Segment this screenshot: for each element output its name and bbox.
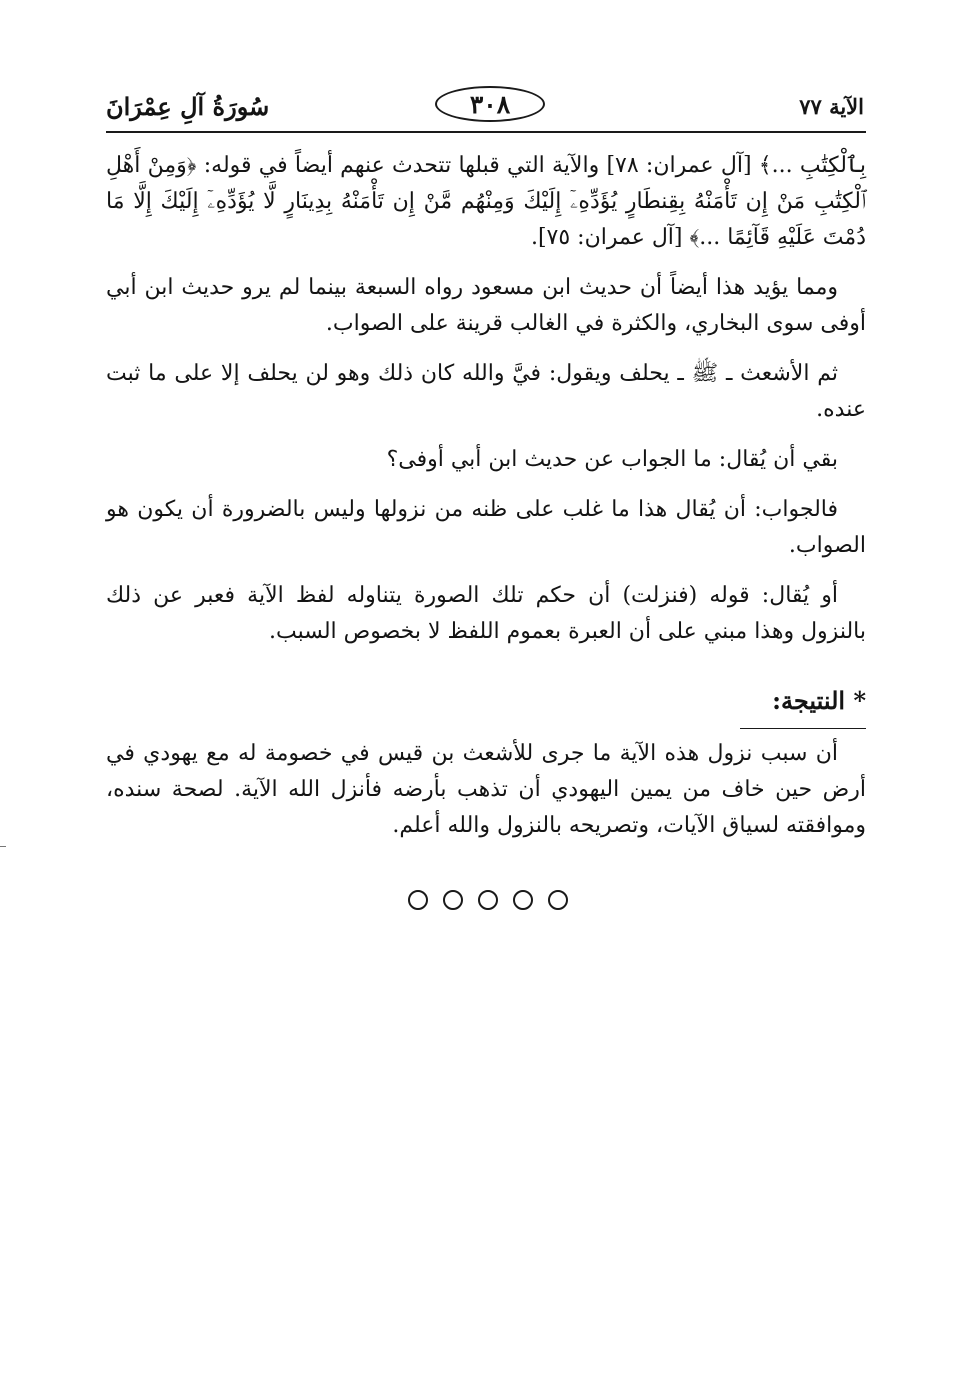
paragraph-question: بقي أن يُقال: ما الجواب عن حديث ابن أبي أوفى؟	[386, 447, 838, 472]
ayah-label: الآية ٧٧	[799, 94, 864, 119]
result-paragraph: أن سبب نزول هذه الآية ما جرى للأشعث بن قيس في خصومة له مع يهودي في أرض حين خاف من يمين اليهودي أن تذهب بأرضه فأنزل الله الآية. لصحة سنده، وموافقته لسياق الآيات، وتصريحه بالنزول والله أعلم.	[106, 741, 866, 838]
paragraph-support: ومما يؤيد هذا أيضاً أن حديث ابن مسعود رواه السبعة بينما لم يرو حديث ابن أبي أوفى سوى البخاري، والكثرة في الغالب قرينة على الصواب.	[106, 275, 866, 336]
result-heading-underline	[740, 728, 866, 729]
circle-icon	[408, 890, 428, 910]
five-circles-divider-icon	[408, 890, 568, 914]
circle-icon	[548, 890, 568, 910]
paragraph-quran-quote: بِٱلْكِتَٰبِ ...﴾ [آل عمران: ٧٨] والآية التي قبلها تتحدث عنهم أيضاً في قوله: ﴿وَمِنْ أَهْلِ ٱلْكِتَٰبِ مَنْ إِن تَأْمَنْهُ بِقِنطَارٍ يُؤَدِّهِۦٓ إِلَيْكَ وَمِنْهُم مَّنْ إِن تَأْمَنْهُ بِدِينَارٍ لَّا يُؤَدِّهِۦٓ إِلَيْكَ إِلَّا مَا دُمْتَ عَلَيْهِ قَآئِمًا ...﴾ [آل عمران: ٧٥].	[106, 153, 867, 250]
page-number: ٣٠٨	[469, 89, 511, 119]
circle-icon	[478, 890, 498, 910]
margin-mark	[0, 846, 6, 847]
body-text	[106, 148, 866, 664]
surah-name: سُورَةُ آلِ عِمْرَانَ	[106, 92, 270, 121]
page-number-oval	[435, 86, 545, 122]
result-heading: * النتيجة:	[772, 686, 866, 715]
page-header	[106, 86, 864, 130]
paragraph-answer: فالجواب: أن يُقال هذا ما غلب على ظنه من نزولها وليس بالضرورة أن يكون هو الصواب.	[106, 497, 866, 558]
circle-icon	[443, 890, 463, 910]
circle-icon	[513, 890, 533, 910]
paragraph-alternative: أو يُقال: قوله (فنزلت) أن حكم تلك الصورة يتناوله لفظ الآية فعبر عن ذلك بالنزول وهذا مبني على أن العبرة بعموم اللفظ لا بخصوص السبب.	[106, 583, 866, 644]
result-text	[106, 736, 866, 844]
header-rule	[106, 131, 866, 133]
paragraph-ashath: ثم الأشعث ـ ﷺ ـ يحلف ويقول: فيَّ والله كان ذلك وهو لن يحلف إلا على ما ثبت عنده.	[106, 361, 866, 422]
